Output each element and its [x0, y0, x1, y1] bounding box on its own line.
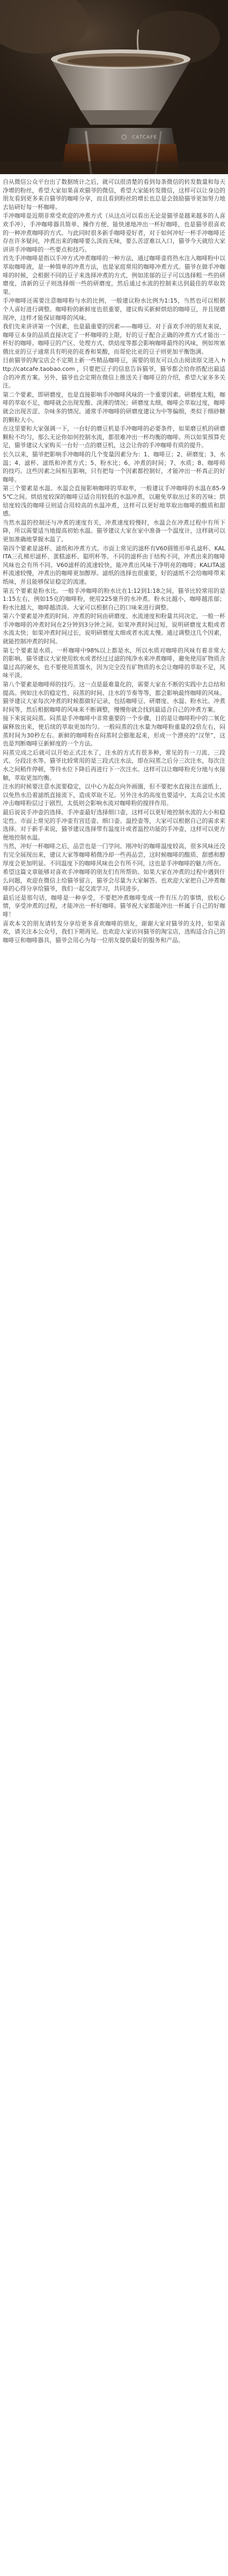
article-paragraph: 当然，冲好一杯咖啡之后，品尝也是一门学问。刚冲好的咖啡温度较高，很多风味还没有完全展现出来，建议大家等咖啡稍微冷却一些再品尝，这时候咖啡的酸质、甜感和醇厚度会更加明显。不同温度下的咖啡风味也会有所不同，这也是手冲咖啡的魅力所在。	[3, 843, 225, 867]
article-paragraph: 长久以来，猫爷把影响手冲咖啡的几个变量因素分为：1、咖啡豆；2、研磨度；3、水温；4、滤杯、滤纸和冲煮方式；5、粉水比；6、冲煮的时间；7、水质；8、咖啡师的技巧。这些因素之间相互影响，只有把每一个因素都控制好，才能冲出一杯真正的好咖啡。	[3, 451, 225, 483]
article-paragraph: 我们先来讲讲第一个因素，也是最重要的因素——咖啡豆。对于喜欢手冲的朋友来说，咖啡豆本身的品质直接决定了一杯咖啡的上限，好的豆子配合正确的冲煮方式才能出一杯好的咖啡。咖啡豆的产区、处理方式、烘焙度等都会影响咖啡最终的风味，例如埃塞俄比亚的豆子通常具有明亮的花香和果酸，而哥伦比亚的豆子则更加平衡饱满。	[3, 323, 225, 355]
article-paragraph: 最后还是那句话，咖啡是一种享受，不要把冲煮咖啡变成一件有压力的事情，放松心情，享受冲煮的过程，才能冲出一杯好咖啡。猫爷祝大家都能冲出一杯属于自己的好咖啡！	[3, 894, 225, 919]
article-body	[0, 174, 228, 944]
article-paragraph: 自从微信公众平台出了数据统计之后，就可以很清楚的看到每条微信的转发数量和每天净增的粉丝，希望大家如果喜欢猫爷的微信，希望大家能转发微信，这样可以让身边的朋友看到更多来自猫爷的咖啡分享，而且看到粉丝的增长也总是会鼓励猫爷更加努力地去钻研好每一杯咖啡。	[3, 178, 225, 211]
hero-logo-text: CATCAFE	[132, 135, 158, 140]
article-paragraph: 当然水温的控制还与冲煮的速度有关，冲煮速度较慢时，水温会在冲煮过程中有所下降，所以需要适当地提高初始水温。猫爷建议大家在家中准备一个温度计，这样就可以更加准确地掌握水温了。	[3, 519, 225, 543]
article-paragraph: 最后说说手冲壶的选择。手冲壶最好选择细口壶，这样可以更好地控制水流的大小和稳定性。市面上常见的手冲壶有宫廷壶、细口壶、温控壶等，大家可以根据自己的需求来选择。对于新手来说，猫爷建议选择带有温度计或者温控功能的手冲壶，这样可以更方便地控制水温。	[3, 808, 225, 841]
hero-photo	[0, 0, 228, 174]
article-paragraph: 第五个要素是粉水比。一般手冲咖啡的粉水比在1:12到1:18之间，猫爷比较常用的是1:15左右，例如15克的咖啡粉，使用225毫升的水冲煮。粉水比越小，咖啡越浓郁；粉水比越大，咖啡越清淡。大家可以根据自己的口味来进行调整。	[3, 587, 225, 611]
article-paragraph: 闷蒸完成之后就可以开始正式注水了，注水的方式有很多种，常见的有一刀流、三段式、分段注水等。猫爷比较常用的是三段式注水法，即在闷蒸之后分三次注水，每次注水之间稍作停顿，等待水位下降后再进行下一次注水。这样可以让咖啡粉充分地与水接触，萃取更加均衡。	[3, 749, 225, 781]
article-paragraph: 注水的时候要注意水流要稳定，以中心为起点向外画圈，但不要把水直接注在滤纸上，以免热水沿着滤纸直接流下，造成萃取不足。另外注水的高度也要适中，太高会让水流冲击咖啡粉层过于剧烈，太低则会影响水流对咖啡粉的搅拌作用。	[3, 783, 225, 807]
article-paragraph: 手冲咖啡是近期非常受欢迎的冲煮方式（从这点可以看出无论是猫爷是越来越多的人喜欢手冲），手冲咖啡器具简单、操作方便、能快速地冲出一杯好咖啡，也是猫爷很喜欢的一种冲煮咖啡的方式。与此同时很多新手咖啡爱好者，对于如何冲好一杯手冲咖啡还存在许多疑问，冲煮出来的咖啡要么淡而无味，要么苦涩难以入口，猫爷今天就给大家讲讲手冲咖啡的一些要点和技巧。	[3, 212, 225, 253]
article-paragraph: 第八个要素是咖啡师的技巧。这一点是最难量化的，需要大家在不断的实践中去总结和提高。例如注水的稳定性、闷蒸的时间、注水的节奏等等，都会影响最终咖啡的风味。猫爷建议大家每次冲煮的时候都做好记录，包括咖啡豆、研磨度、水温、粉水比、冲煮时间等，然后根据咖啡的风味来不断调整，慢慢你就会找到最适合自己的冲煮方案。	[3, 681, 225, 713]
article-paragraph: 第六个要素是冲煮的时间。冲煮的时间由研磨度、水流速度和粉量共同决定，一般一杯手冲咖啡的冲煮时间在2分钟到3分钟之间。如果冲煮时间过短，说明研磨度太粗或者水流太快；如果冲煮时间过长，说明研磨度太细或者水流太慢。通过调整这几个因素，就能控制冲煮的时间。	[3, 613, 225, 645]
article-paragraph: 接下来说说闷蒸。闷蒸是手冲咖啡中非常重要的一个步骤，目的是让咖啡粉中的二氧化碳释放出来，使后续的萃取更加均匀。一般闷蒸的注水量为咖啡粉重量的2倍左右，闷蒸时间为30秒左右。新鲜的咖啡粉在闷蒸时会膨胀起来，形成一个漂亮的“汉堡”，这也是判断咖啡豆新鲜度的一个方法。	[3, 715, 225, 748]
article-paragraph: 手冲咖啡还需要注意咖啡粉与水的比例，一般建议粉水比例为1:15，当然也可以根据个人喜好进行调整。咖啡粉的新鲜度也很重要，建议购买新鲜烘焙的咖啡豆，并且现磨现冲，这样才能保证咖啡的风味。	[3, 297, 225, 321]
article-paragraph: 首先手冲咖啡是指以手冲方式冲煮咖啡的一种方法，通过咖啡壶将热水注入咖啡粉中以萃取咖啡液，是一种简单的冲煮方法，也是家庭常用的咖啡冲煮方式。猫爷在做手冲咖啡的时候，会根据不同的豆子来选择冲煮的方式，例如浓郁的豆子可以选择粗一些的研磨度，清新的豆子则选择细一些的研磨度，然后通过水流的控制来达到最佳的萃取效果。	[3, 255, 225, 296]
article-paragraph: 第二个要素，即研磨度，也是直接影响手冲咖啡风味的一个重要因素。研磨度太粗，咖啡的萃取不足，咖啡就会出现发酸、淡薄的情况；研磨度太细，咖啡会萃取过度，咖啡就会出现苦涩、杂味多的情况。通常手冲咖啡的研磨度建议为中等偏细，类似于细砂糖的颗粒大小。	[3, 391, 225, 424]
article-paragraph: 目前猫爷的淘宝店会不定期上新一些精品咖啡豆，需要的朋友可以点击阅读原文进入 http://catcafe.taobao.com ，只要把豆子的信息告诉猫爷，猫爷都会给你搭配出最适合的冲煮方案。另外，猫爷也会定期在微信上推送关于咖啡豆的介绍，希望大家多多关注。	[3, 357, 225, 390]
pour-over-coffee-image	[0, 0, 228, 174]
article-paragraph: 希望这篇文章能够对喜欢手冲咖啡的朋友们有所帮助。如果大家在冲煮的过程中遇到什么问题，欢迎在微信上给猫爷留言，猫爷会尽量为大家解答。也欢迎大家把自己冲煮咖啡的心得分享给猫爷，我们一起交流学习，共同进步。	[3, 869, 225, 893]
article-paragraph: 第四个要素是滤杯、滤纸和冲煮方式。市面上常见的滤杯有V60圆锥形单孔滤杯、KALITA三孔梯形滤杯、蛋糕滤杯、聪明杯等。不同的滤杯由于结构不同，冲煮出来的咖啡风味也会有所不同。V60滤杯的流速较快，能冲煮出风味干净明亮的咖啡；KALITA滤杯流速较慢，冲煮出的咖啡更加醇厚。滤纸的选择也很重要，好的滤纸不会给咖啡带来纸味，并且能够保证稳定的流速。	[3, 544, 225, 585]
article-paragraph: 在这里要和大家强调一下，一台好的磨豆机是手冲咖啡的必要条件，如果磨豆机的研磨颗粒不均匀，那么无论你如何控制水流，都很难冲出一杯均衡的咖啡。所以如果预算充足，猫爷建议大家购买一台好一点的磨豆机，这会让你的手冲咖啡有质的提升。	[3, 425, 225, 449]
article-paragraph: 第七个要素是水质。一杯咖啡中98%以上都是水，所以水质对咖啡的风味有着非常大的影响。猫爷建议大家使用软水或者经过过滤的纯净水来冲煮咖啡，避免使用矿物质含量过高的硬水，也不要使用蒸馏水，因为完全没有矿物质的水会让咖啡的萃取不足，风味平淡。	[3, 647, 225, 679]
article-paragraph: 喜欢本文的朋友请转发分享给更多喜欢咖啡的朋友，谢谢大家对猫爷的支持，如果喜欢，请关注本公众号，我们下期再见。也欢迎大家访问猫爷的淘宝店，选购适合自己的咖啡豆和咖啡器具，猫爷会用心为每一位朋友提供最好的服务和产品。	[3, 920, 225, 944]
article-paragraph: 第三个要素是水温。水温会直接影响咖啡的萃取率，一般建议手冲咖啡的水温在85-95℃之间。烘焙度较深的咖啡豆适合用较低的水温冲煮，以避免萃取出过多的苦味；烘焙度较浅的咖啡豆则适合用较高的水温冲煮，这样可以更好地萃取出咖啡的酸质和甜感。	[3, 485, 225, 518]
